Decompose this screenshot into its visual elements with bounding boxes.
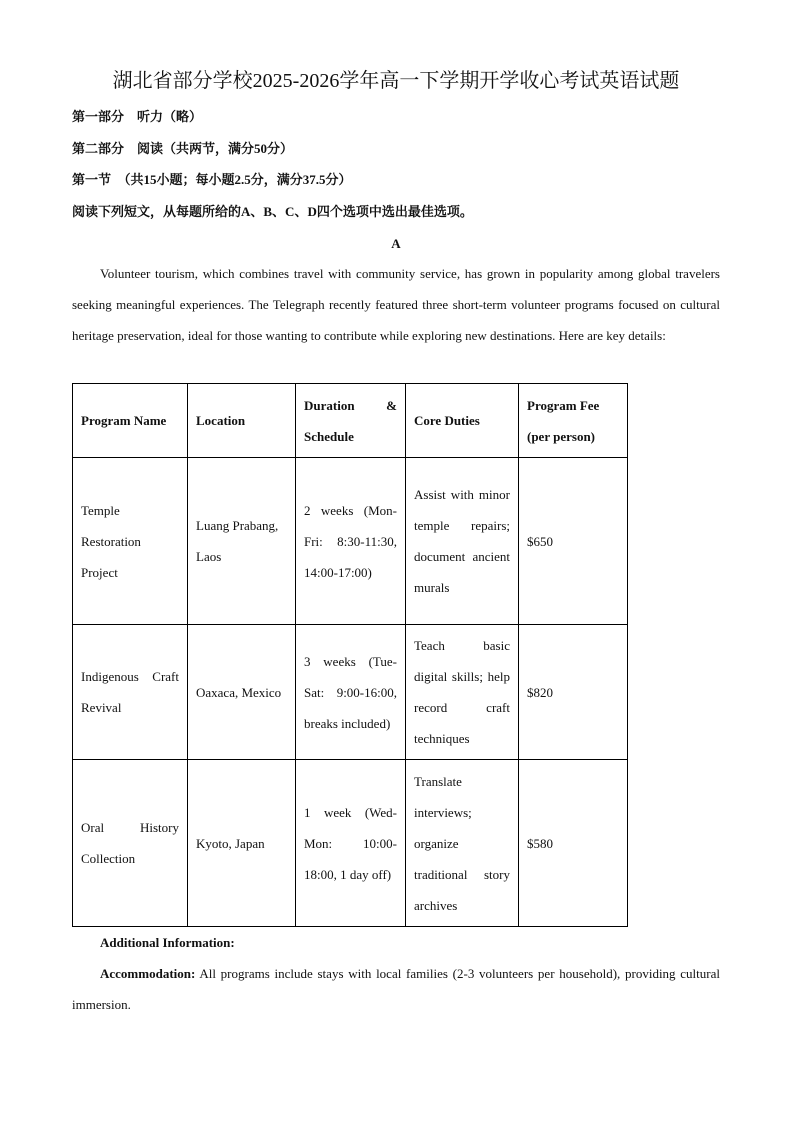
cell-program-name: Indigenous Craft Revival [73,625,188,760]
table-row [73,760,628,927]
cell-duration: 1 week (Wed-Mon: 10:00-18:00, 1 day off) [296,760,406,927]
cell-program-fee: $580 [519,760,628,927]
accommodation-label: Accommodation: [100,966,196,981]
accommodation-text: All programs include stays with local families (2-3 volunteers per household), providing cultural immersion. [72,966,720,1012]
cell-program-fee: $650 [519,458,628,625]
accommodation-paragraph [72,958,720,1020]
cell-location: Kyoto, Japan [188,760,296,927]
cell-location: Oaxaca, Mexico [188,625,296,760]
cell-core-duties: Assist with minor temple repairs; document ancient murals [406,458,519,625]
additional-info-heading: Additional Information: [100,935,235,950]
cell-program-name: Temple Restoration Project [73,458,188,625]
cell-core-duties: Translate interviews; organize traditional story archives [406,760,519,927]
section-1-heading: 第一部分 听力（略） [72,109,203,124]
cell-core-duties: Teach basic digital skills; help record craft techniques [406,625,519,760]
section-2-heading: 第二部分 阅读（共两节，满分50分） [72,141,294,156]
header-location: Location [188,384,296,458]
header-core-duties: Core Duties [406,384,519,458]
table-row [73,458,628,625]
intro-paragraph: Volunteer tourism, which combines travel with community service, has grown in popularity among global travelers seeking meaningful experiences. The Telegraph recently featured three short-term volunteer programs focused on cultural heritage preservation, ideal for those wanting to contribute while exploring new destinations. Here are key details: [72,266,720,343]
cell-duration: 3 weeks (Tue-Sat: 9:00-16:00, breaks included) [296,625,406,760]
header-duration: Duration & Schedule [296,384,406,458]
passage-label: A [391,236,401,251]
header-program-fee: Program Fee (per person) [519,384,628,458]
table-row [73,625,628,760]
exam-title: 湖北省部分学校2025-2026学年高一下学期开学收心考试英语试题 [112,70,680,92]
header-program-name: Program Name [73,384,188,458]
table-header-row [73,384,628,458]
cell-program-fee: $820 [519,625,628,760]
program-table [72,383,628,927]
part-1-heading: 第一节 （共15小题；每小题2.5分，满分37.5分） [72,172,352,187]
instruction-text: 阅读下列短文，从每题所给的A、B、C、D四个选项中选出最佳选项。 [72,204,473,219]
cell-duration: 2 weeks (Mon-Fri: 8:30-11:30, 14:00-17:00) [296,458,406,625]
cell-location: Luang Prabang, Laos [188,458,296,625]
cell-program-name: Oral History Collection [73,760,188,927]
